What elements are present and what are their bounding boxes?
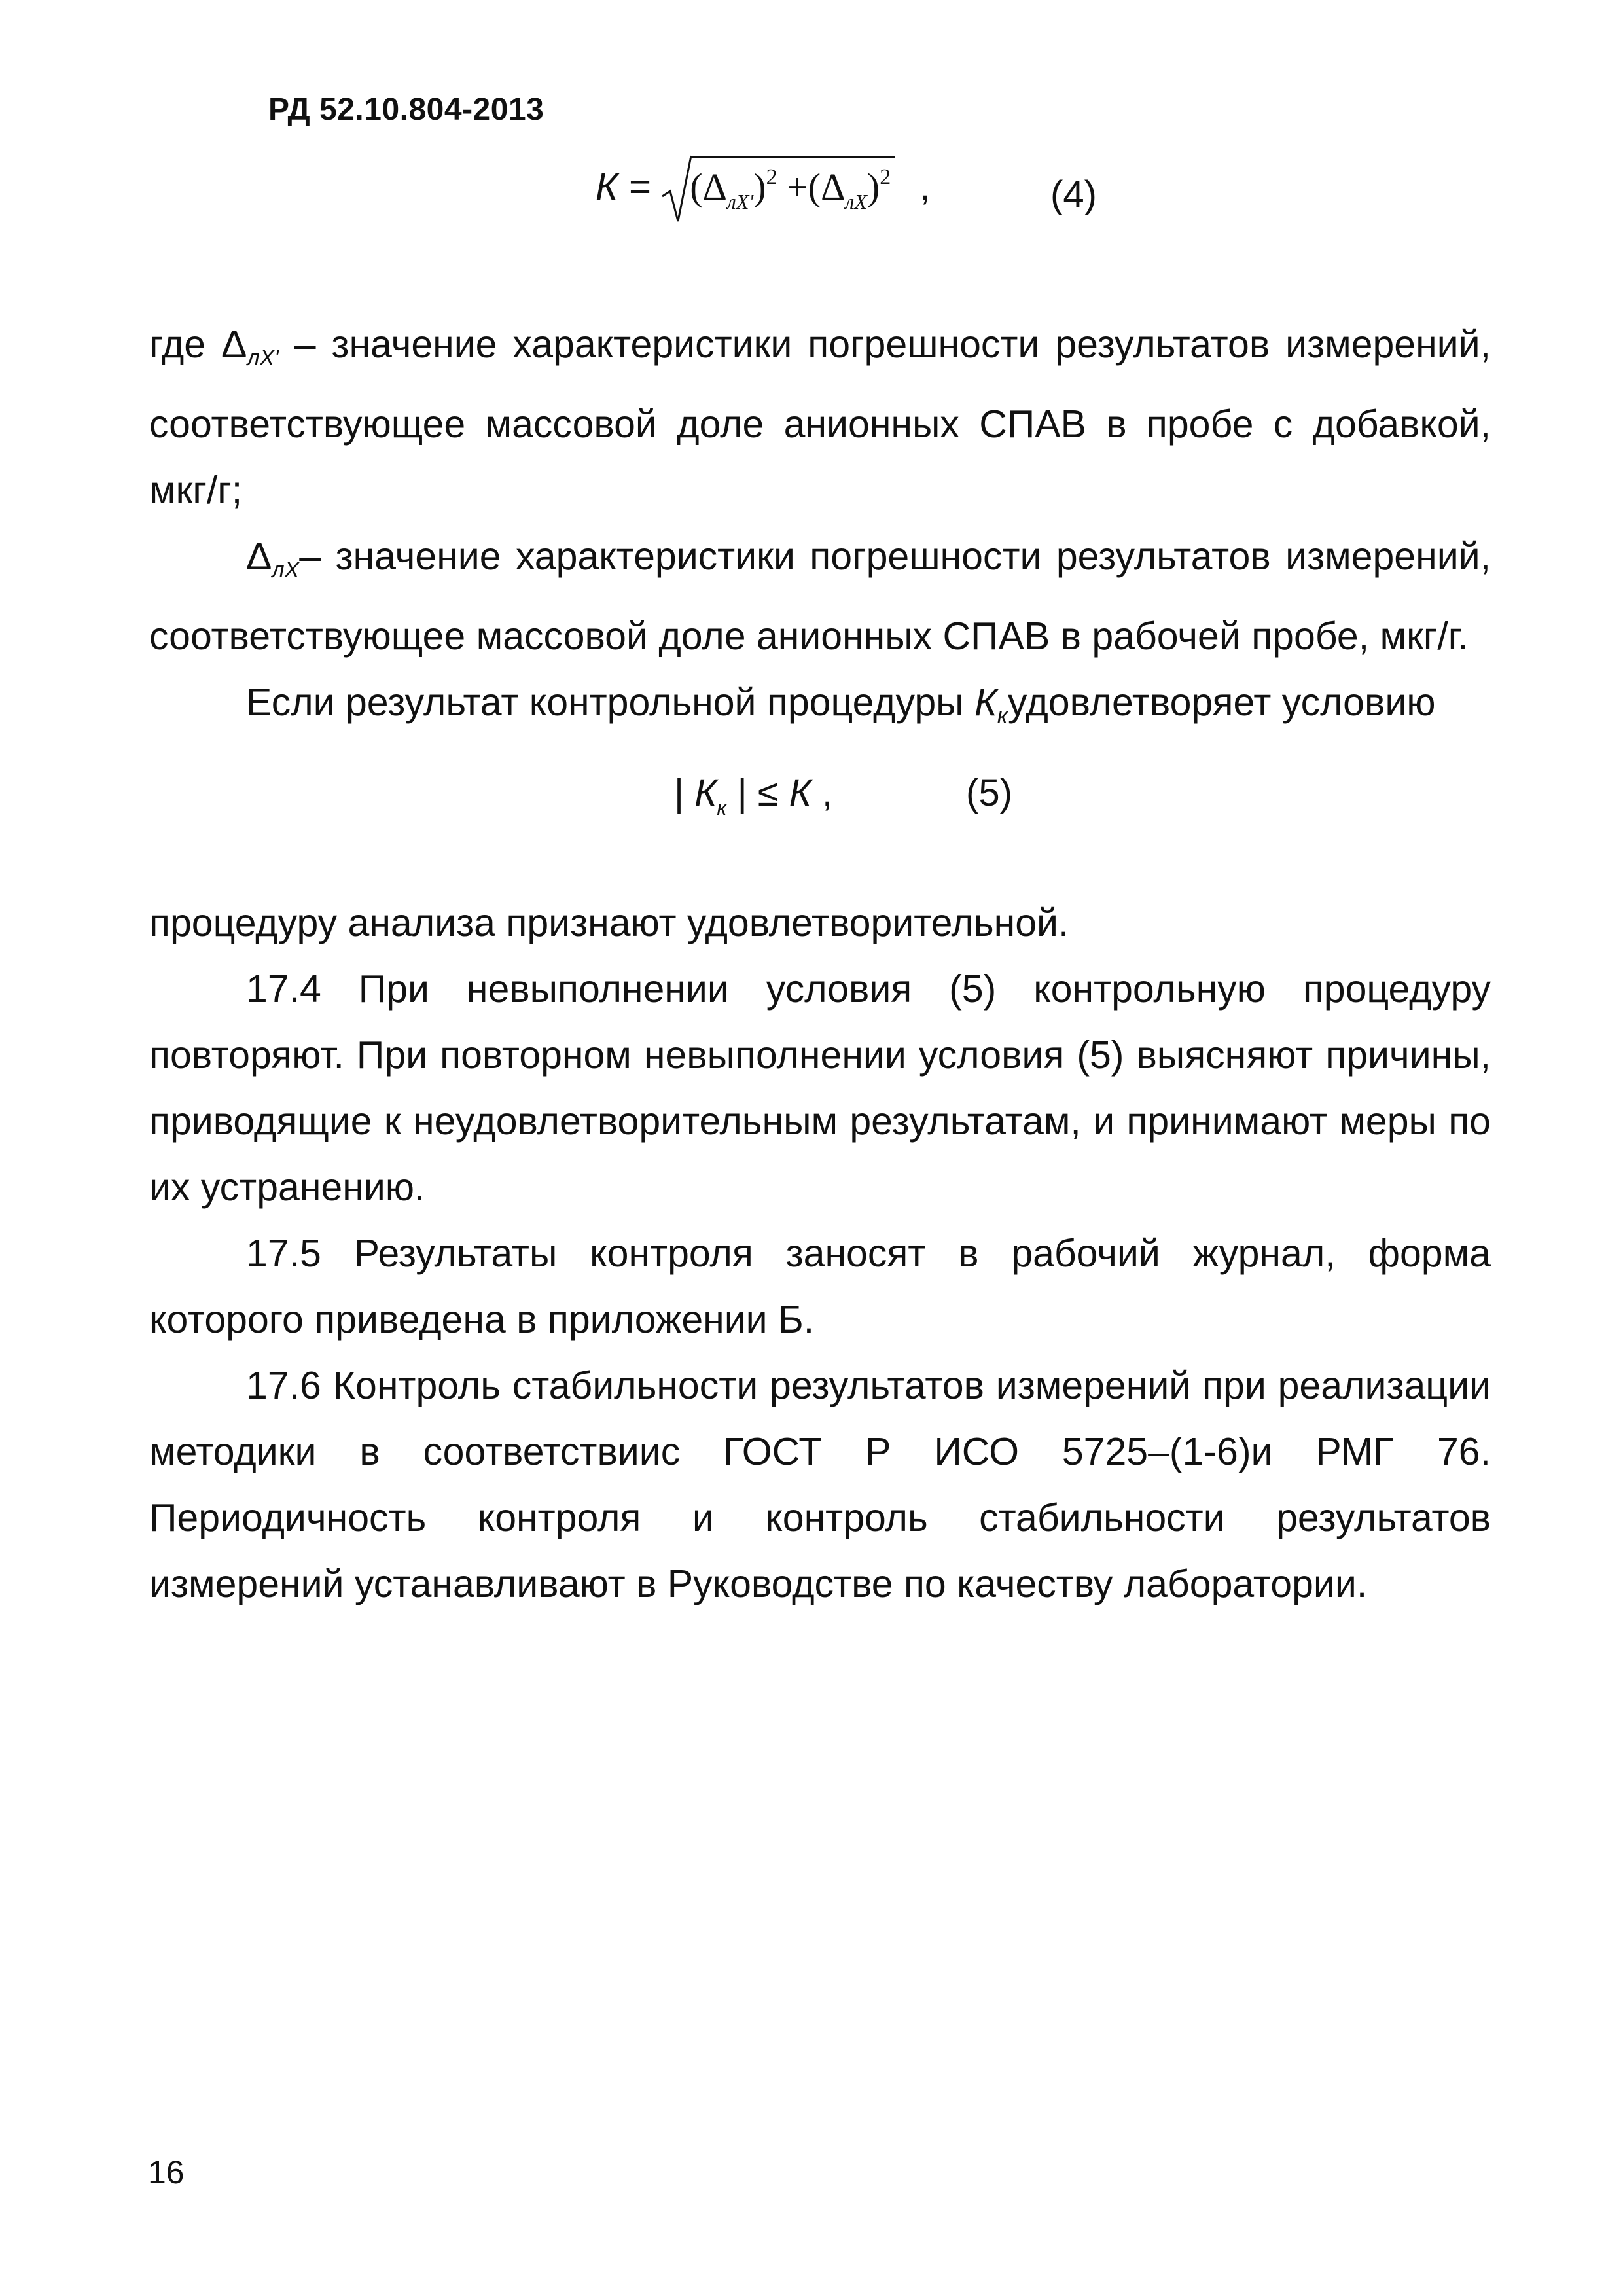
paragraph-17-4: 17.4 При невыполнении условия (5) контрольную процедуру повторяют. При повторном невыполнении условия (5) выясняют причины, приводящие к неудовлетворительным результатам, и принимают меры по их устранению. xyxy=(149,967,1491,1209)
condition-intro-text: Если результат контрольной процедуры xyxy=(246,681,974,724)
definition-1-prefix: где Δ xyxy=(149,323,247,366)
paragraph-17-5: 17.5 Результаты контроля заносят в рабочий журнал, форма которого приведена в приложении Б. xyxy=(149,1232,1491,1341)
formula-4-term1-close: ) xyxy=(753,166,766,208)
formula-5-rhs: К xyxy=(789,772,812,814)
definition-delta-lx xyxy=(149,524,1491,670)
page-number: 16 xyxy=(148,2154,185,2191)
formula-4 xyxy=(596,165,931,214)
formula-4-term1-open: (Δ xyxy=(690,166,727,208)
formula-5-bar-open: | xyxy=(674,772,695,814)
formula-5-symbol: К xyxy=(694,772,717,814)
formula-4-term2-sub: лX xyxy=(845,190,867,213)
sqrt-bar xyxy=(690,156,895,158)
formula-4-term1-sub: лX' xyxy=(726,190,754,213)
formula-5-comma: , xyxy=(811,772,833,814)
definition-1-text: – значение характеристики погрешности результатов измерений, соответствующее массовой доле анионных СПАВ в пробе с добавкой, мкг/г; xyxy=(149,323,1491,512)
formula-5 xyxy=(674,771,832,820)
definition-delta-lx-prime xyxy=(149,312,1491,524)
sqrt-icon xyxy=(661,153,692,225)
formula-4-exp2: 2 xyxy=(880,165,891,189)
definitions-block xyxy=(149,312,1491,749)
formula-4-term2-close: ) xyxy=(866,166,880,208)
condition-intro xyxy=(149,670,1491,749)
body-block xyxy=(149,890,1491,1617)
formula-5-sub: к xyxy=(717,796,727,819)
condition-intro-sub: к xyxy=(997,704,1008,728)
paragraph-result: процедуру анализа признают удовлетворительной. xyxy=(149,901,1069,944)
formula-4-lhs: К = xyxy=(596,166,651,208)
condition-intro-symbol: К xyxy=(974,681,997,724)
paragraph-17-6: 17.6 Контроль стабильности результатов измерений при реализации методики в соответствиис ГОСТ Р ИСО 5725–(1-6)и РМГ 76. Периодичность контроля и контроль стабильности результатов измерений устанавливают в Руководстве по качеству лаборатории. xyxy=(149,1364,1491,1605)
formula-4-exp1: 2 xyxy=(766,165,777,189)
document-header: РД 52.10.804-2013 xyxy=(268,92,544,127)
definition-2-sub: лX xyxy=(272,558,300,583)
condition-intro-tail: удовлетворяет условию xyxy=(1007,681,1436,724)
formula-4-sqrt xyxy=(661,165,891,214)
formula-4-comma: , xyxy=(919,166,931,208)
definition-2-text: – значение характеристики погрешности результатов измерений, соответствующее массовой доле анионных СПАВ в рабочей пробе, мкг/г. xyxy=(149,535,1491,658)
formula-4-plus: +(Δ xyxy=(777,166,846,208)
definition-1-sub: лX' xyxy=(247,346,279,370)
formula-4-number: (4) xyxy=(1050,173,1097,216)
definition-2-prefix: Δ xyxy=(246,535,272,578)
formula-5-number: (5) xyxy=(966,772,1012,814)
formula-5-bar-close: | ≤ xyxy=(726,772,789,814)
